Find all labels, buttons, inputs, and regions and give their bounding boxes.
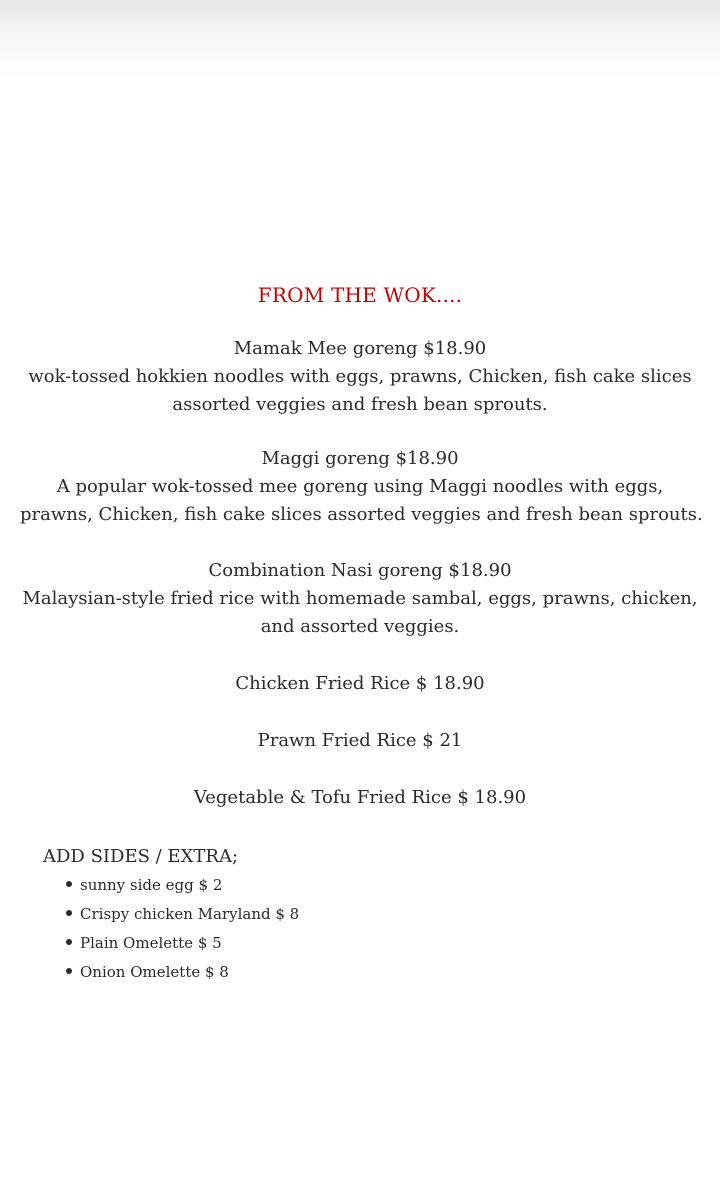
section-title: FROM THE WOK.... — [257, 283, 463, 307]
menu-item-description: Malaysian-style fried rice with homemade sambal, eggs, prawns, chicken, — [22, 588, 698, 609]
menu-item-combination-nasi-goreng — [20, 557, 700, 641]
sides-heading: ADD SIDES / EXTRA; — [43, 846, 239, 867]
list-item — [66, 901, 299, 930]
menu-item-description: wok-tossed hokkien noodles with eggs, prawns, Chicken, fish cake slices — [28, 366, 692, 387]
side-item-label: Crispy chicken Maryland $ 8 — [80, 905, 300, 923]
menu-item-description: and assorted veggies. — [260, 616, 460, 637]
bullet-icon — [66, 881, 72, 887]
menu-item-description: prawns, Chicken, fish cake slices assorted veggies and fresh bean sprouts. — [20, 504, 703, 525]
bullet-icon — [66, 968, 72, 974]
list-item — [66, 930, 299, 959]
side-item-label: Plain Omelette $ 5 — [80, 934, 222, 952]
bullet-icon — [66, 939, 72, 945]
menu-item-name: Prawn Fried Rice $ 21 — [257, 730, 463, 751]
menu-item-maggi-goreng — [20, 445, 703, 529]
side-item-label: sunny side egg $ 2 — [80, 876, 223, 894]
menu-item-vegetable-tofu-fried-rice — [20, 784, 700, 812]
menu-item-name: Chicken Fried Rice $ 18.90 — [235, 673, 485, 694]
sides-list — [66, 872, 299, 988]
menu-item-description: assorted veggies and fresh bean sprouts. — [172, 394, 548, 415]
list-item — [66, 872, 299, 901]
menu-item-name: Mamak Mee goreng $18.90 — [233, 338, 487, 359]
menu-item-name: Combination Nasi goreng $18.90 — [208, 560, 512, 581]
menu-item-prawn-fried-rice — [20, 727, 700, 755]
menu-item-mamak-mee-goreng — [20, 335, 700, 419]
menu-item-name: Vegetable & Tofu Fried Rice $ 18.90 — [193, 787, 527, 808]
bullet-icon — [66, 910, 72, 916]
list-item — [66, 959, 299, 988]
menu-item-description: A popular wok-tossed mee goreng using Maggi noodles with eggs, — [56, 476, 664, 497]
menu-item-name: Maggi goreng $18.90 — [261, 448, 459, 469]
menu-item-chicken-fried-rice — [20, 670, 700, 698]
side-item-label: Onion Omelette $ 8 — [80, 963, 229, 981]
